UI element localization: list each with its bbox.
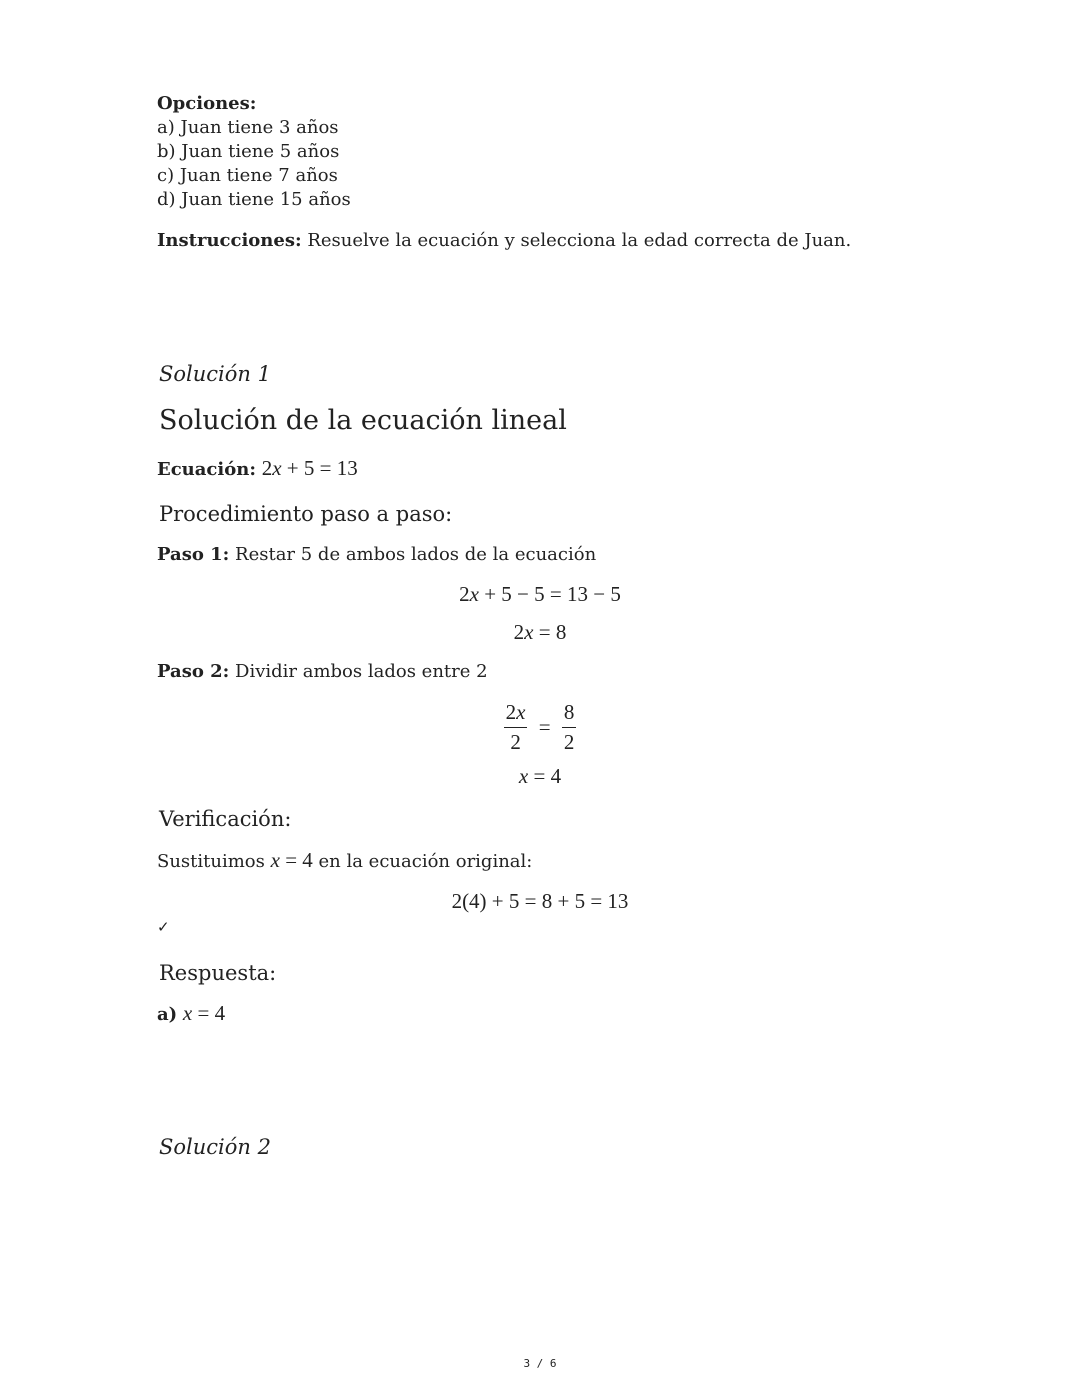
page-number: 3 / 6 — [523, 1357, 557, 1370]
checkmark-icon: ✓ — [157, 918, 170, 936]
step-2-text: Dividir ambos lados entre 2 — [229, 661, 488, 682]
verification-heading: Verificación: — [159, 807, 292, 831]
equation-math: 2x + 5 = 13 — [261, 456, 358, 480]
answer-label: a) — [157, 1004, 178, 1025]
answer-line — [157, 1001, 225, 1027]
step-2-label: Paso 2: — [157, 661, 230, 682]
step-1-equation-2: 2x = 8 — [513, 620, 567, 644]
solution-2-label: Solución 2 — [159, 1135, 271, 1159]
option-b: b) Juan tiene 5 años — [157, 141, 340, 162]
step-1-equation-1: 2x + 5 − 5 = 13 − 5 — [459, 582, 621, 606]
option-d: d) Juan tiene 15 años — [157, 189, 351, 210]
answer-math: x = 4 — [182, 1001, 226, 1025]
page-title: Solución de la ecuación lineal — [159, 405, 567, 436]
step-2-result: x = 4 — [518, 764, 562, 788]
equation-label: Ecuación: — [157, 459, 256, 480]
step-1-label: Paso 1: — [157, 544, 230, 565]
fraction-left: $\frac{2x}{2}$ — [505, 700, 526, 754]
instructions-label: Instrucciones: — [157, 230, 302, 251]
step-1-text: Restar 5 de ambos lados de la ecuación — [229, 544, 597, 565]
verification-equation: 2(4) + 5 = 8 + 5 = 13 — [451, 889, 629, 913]
instructions — [157, 229, 851, 253]
fraction-right: $\frac{8}{2}$ — [563, 700, 575, 754]
solution-1-label: Solución 1 — [159, 362, 271, 386]
step-2 — [157, 660, 488, 684]
answer-heading: Respuesta: — [159, 961, 277, 985]
options-heading: Opciones: — [157, 93, 257, 114]
procedure-heading: Procedimiento paso a paso: — [159, 502, 453, 526]
instructions-text: Resuelve la ecuación y selecciona la edad correcta de Juan. — [301, 230, 852, 251]
option-c: c) Juan tiene 7 años — [157, 165, 338, 186]
step-1 — [157, 543, 596, 567]
verification-text: Sustituimos x = 4 en la ecuación original: — [157, 848, 533, 872]
option-a: a) Juan tiene 3 años — [157, 117, 339, 138]
step-2-fraction-equation: $\frac{2x}{2}$ = $\frac{8}{2}$ — [505, 700, 575, 754]
equation-line — [157, 456, 358, 482]
